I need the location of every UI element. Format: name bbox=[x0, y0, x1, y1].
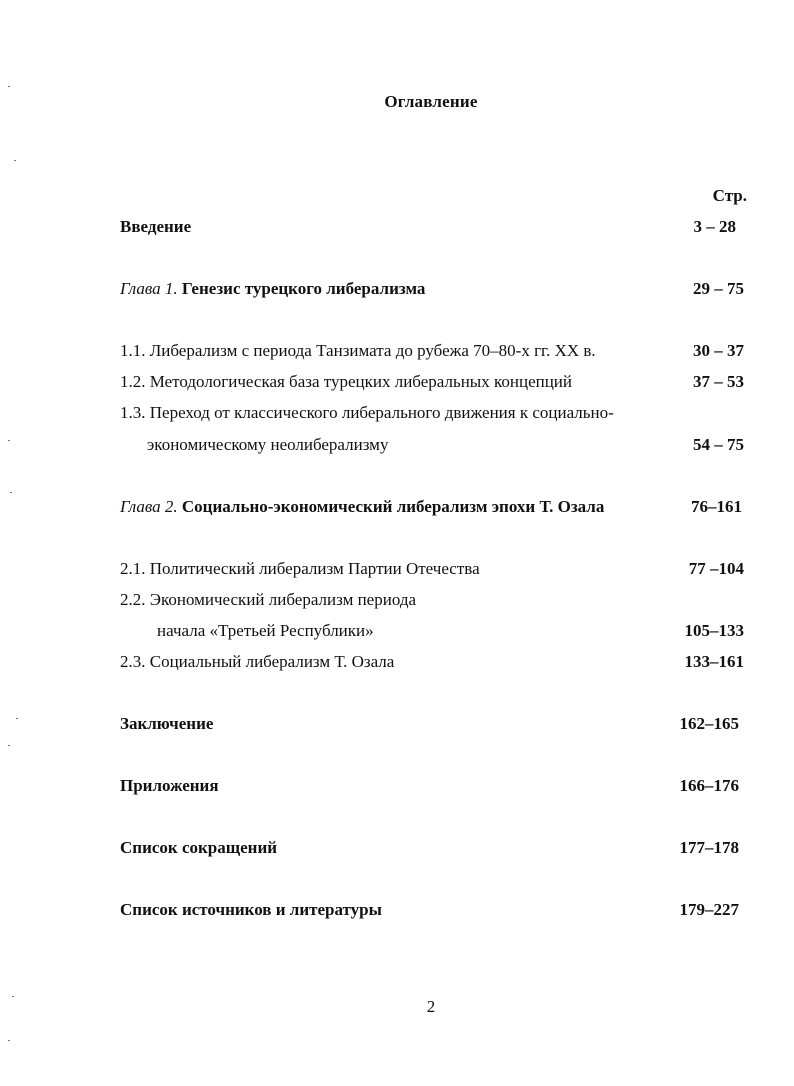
toc-entry-title: 1.2. Методологическая база турецких либеральных концепций bbox=[120, 372, 573, 391]
toc-entry-pages: 162–165 bbox=[679, 714, 739, 733]
toc-entry-2-3 bbox=[120, 652, 744, 678]
toc-entry-1-3-continuation bbox=[147, 435, 744, 461]
scan-speck bbox=[12, 996, 14, 997]
toc-entry-pages: 179–227 bbox=[679, 900, 739, 919]
toc-entry-title: Список источников и литературы bbox=[120, 900, 382, 919]
toc-entry-1-2 bbox=[120, 372, 744, 398]
toc-entry-title: экономическому неолиберализму bbox=[147, 435, 389, 454]
toc-entry-2-1 bbox=[120, 559, 744, 585]
toc-entry-pages: 54 – 75 bbox=[693, 435, 744, 454]
scan-speck bbox=[8, 745, 10, 746]
page-title: Оглавление bbox=[384, 92, 478, 111]
toc-entry-title: Приложения bbox=[120, 776, 219, 795]
toc-entry-1-3 bbox=[120, 403, 744, 429]
toc-entry-title: Введение bbox=[120, 217, 192, 236]
toc-entry-title: 1.3. Переход от классического либерального движения к социально- bbox=[120, 403, 614, 422]
toc-entry-pages: 37 – 53 bbox=[693, 372, 744, 391]
scan-speck bbox=[14, 160, 16, 161]
toc-entry-conclusion bbox=[120, 714, 744, 740]
toc-entry-introduction bbox=[120, 217, 744, 243]
toc-entry-title: 2.1. Политический либерализм Партии Отечества bbox=[120, 559, 480, 578]
toc-entry-sources bbox=[120, 900, 744, 926]
toc-entry-title bbox=[120, 279, 425, 299]
toc-entry-title: Заключение bbox=[120, 714, 214, 733]
toc-entry-title: 2.2. Экономический либерализм периода bbox=[120, 590, 417, 609]
toc-entry-2-2-continuation bbox=[157, 621, 744, 647]
scan-speck bbox=[16, 718, 18, 719]
toc-entry-title: начала «Третьей Республики» bbox=[157, 621, 374, 640]
page-number: 2 bbox=[426, 997, 436, 1016]
pages-column-header: Стр. bbox=[712, 186, 747, 205]
toc-entry-title: 2.3. Социальный либерализм Т. Озала bbox=[120, 652, 395, 671]
toc-entry-pages: 133–161 bbox=[684, 652, 744, 671]
toc-entry-pages: 77 –104 bbox=[688, 559, 744, 578]
toc-entry-chapter-1 bbox=[120, 279, 744, 305]
scan-speck bbox=[10, 492, 12, 493]
toc-entry-pages: 166–176 bbox=[679, 776, 739, 795]
toc-entry-pages: 105–133 bbox=[684, 621, 744, 640]
toc-entry-pages: 30 – 37 bbox=[693, 341, 744, 360]
toc-entry-title: Список сокращений bbox=[120, 838, 278, 857]
scan-speck bbox=[8, 86, 10, 87]
chapter-title: Социально-экономический либерализм эпохи Т. Озала bbox=[181, 497, 605, 516]
chapter-title: Генезис турецкого либерализма bbox=[181, 279, 426, 298]
toc-entry-abbreviations bbox=[120, 838, 744, 864]
chapter-label: Глава 2. bbox=[120, 497, 178, 516]
toc-entry-pages: 76–161 bbox=[691, 497, 742, 516]
scan-speck bbox=[8, 1040, 10, 1041]
toc-entry-2-2 bbox=[120, 590, 744, 616]
toc-entry-title: 1.1. Либерализм с периода Танзимата до рубежа 70–80-х гг. XX в. bbox=[120, 341, 596, 360]
toc-entry-1-1 bbox=[120, 341, 744, 367]
scan-speck bbox=[8, 440, 10, 441]
toc-entry-chapter-2 bbox=[120, 497, 744, 523]
chapter-label: Глава 1. bbox=[120, 279, 178, 298]
toc-entry-title bbox=[120, 497, 604, 517]
toc-entry-pages: 29 – 75 bbox=[693, 279, 744, 298]
toc-entry-pages: 177–178 bbox=[679, 838, 739, 857]
toc-entry-appendices bbox=[120, 776, 744, 802]
toc-entry-pages: 3 – 28 bbox=[693, 217, 736, 236]
